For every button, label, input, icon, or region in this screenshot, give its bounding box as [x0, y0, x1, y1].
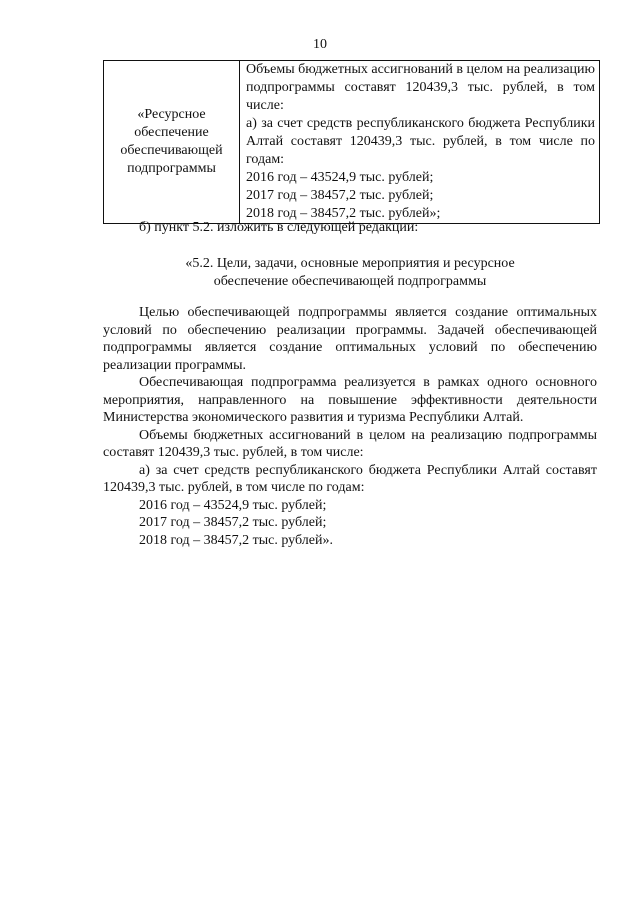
left-cell-line: подпрограммы — [127, 161, 216, 176]
instruction-line: б) пункт 5.2. изложить в следующей редакции: — [139, 220, 419, 235]
body-paragraph: Обеспечивающая подпрограмма реализуется в рамках одного основного мероприятия, направленного на повышение эффективности деятельности Министерства экономического развития и туризма Республики Алтай. — [103, 375, 597, 425]
table-year-line: 2016 год – 43524,9 тыс. рублей; — [246, 170, 434, 185]
body-year-line: 2016 год – 43524,9 тыс. рублей; — [139, 497, 327, 513]
body-text — [103, 304, 597, 549]
left-cell-line: обеспечение — [134, 125, 209, 140]
left-cell-line: «Ресурсное — [137, 107, 206, 122]
body-paragraph: Целью обеспечивающей подпрограммы является создание оптимальных условий по обеспечению реализации программы. Задачей обеспечивающей подпрограммы является создание оптимальных условий по обеспечению реализации программы. — [103, 305, 597, 373]
table-paragraph: Объемы бюджетных ассигнований в целом на реализацию подпрограммы составят 120439,3 тыс. рублей, в том числе: — [246, 62, 595, 113]
body-paragraph: Объемы бюджетных ассигнований в целом на реализацию подпрограммы составят 120439,3 тыс. рублей, в том числе: — [103, 427, 597, 460]
table-left-cell — [104, 61, 240, 224]
table-row — [104, 61, 600, 224]
page-number: 10 — [313, 37, 327, 52]
section-heading — [103, 255, 597, 290]
table-paragraph: а) за счет средств республиканского бюджета Республики Алтай составят 120439,3 тыс. рублей, в том числе по годам: — [246, 116, 595, 167]
left-cell-line: обеспечивающей — [120, 143, 223, 158]
body-year-line: 2017 год – 38457,2 тыс. рублей; — [139, 515, 327, 530]
table-right-cell — [240, 61, 600, 224]
table-year-lines — [246, 169, 595, 223]
table-year-line: 2017 год – 38457,2 тыс. рублей; — [246, 188, 434, 203]
body-paragraph: а) за счет средств республиканского бюджета Республики Алтай составят 120439,3 тыс. рублей, в том числе по годам: — [103, 462, 597, 495]
resource-table — [103, 60, 600, 224]
body-year-line: 2018 год – 38457,2 тыс. рублей». — [139, 532, 333, 548]
section-heading-line: обеспечение обеспечивающей подпрограммы — [213, 273, 487, 289]
section-heading-line: «5.2. Цели, задачи, основные мероприятия и ресурсное — [185, 256, 515, 271]
table-year-line: 2018 год – 38457,2 тыс. рублей»; — [246, 206, 441, 221]
